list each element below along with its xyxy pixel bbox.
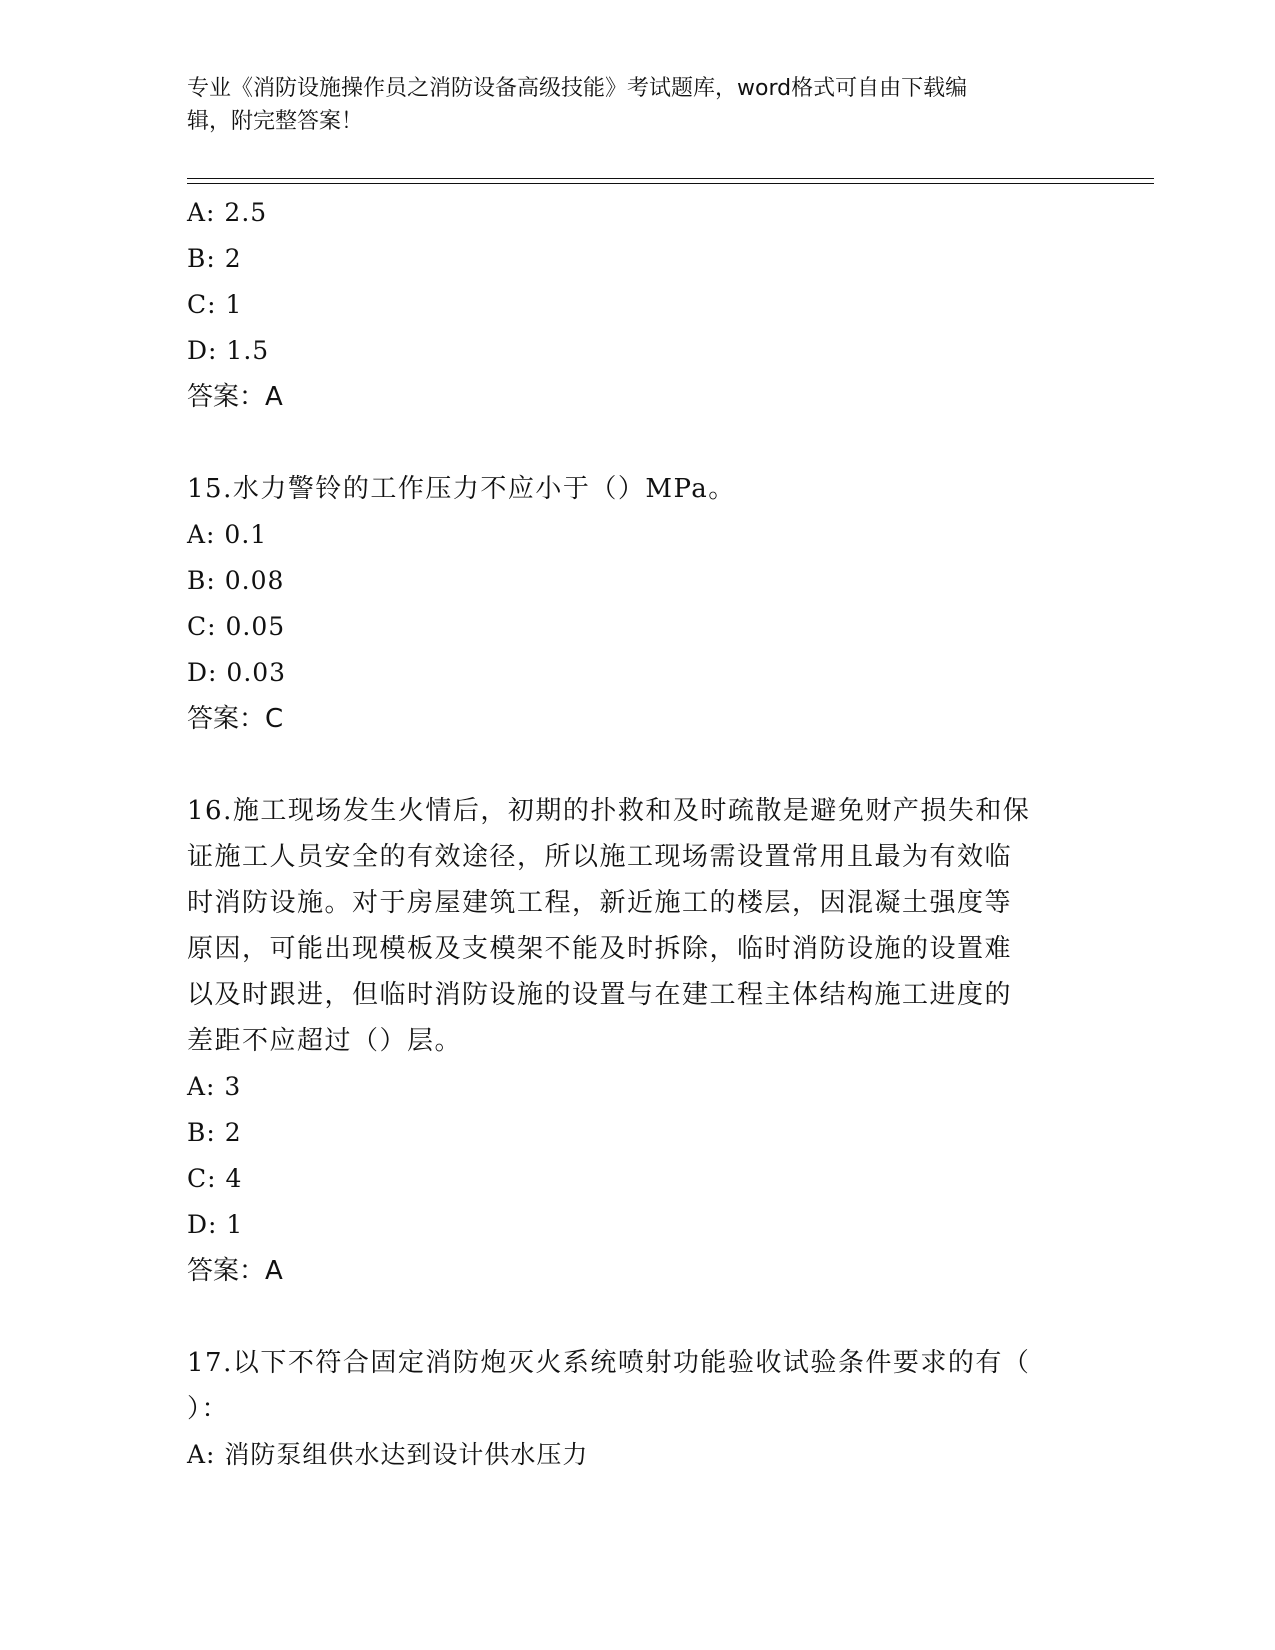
question-17 [187, 1340, 1087, 1478]
answer: 答案：A [187, 1256, 283, 1286]
option-d: D: 0.03 [187, 658, 287, 687]
spacer [187, 420, 1087, 466]
question-text-line: 时消防设施。对于房屋建筑工程，新近施工的楼层，因混凝土强度等 [187, 888, 1013, 918]
question-text-line: 原因，可能出现模板及支模架不能及时拆除，临时消防设施的设置难 [187, 934, 1013, 964]
option-c: C: 0.05 [187, 612, 286, 641]
option-a: A: 消防泵组供水达到设计供水压力 [187, 1440, 589, 1469]
document-header [187, 72, 1077, 138]
question-15 [187, 466, 1087, 742]
header-line-1: 专业《消防设施操作员之消防设备高级技能》考试题库，word格式可自由下载编 [187, 76, 968, 101]
question-text: 15.水力警铃的工作压力不应小于（）MPa。 [187, 474, 736, 504]
option-d: D: 1.5 [187, 336, 270, 365]
answer: 答案：A [187, 382, 283, 412]
question-text-line: ）： [187, 1394, 230, 1424]
header-divider-bottom [187, 183, 1154, 184]
option-a: A: 2.5 [187, 198, 268, 227]
header-line-2: 辑，附完整答案！ [187, 109, 364, 134]
question-text-line: 16.施工现场发生火情后，初期的扑救和及时疏散是避免财产损失和保 [187, 796, 1031, 826]
question-text-line: 以及时跟进，但临时消防设施的设置与在建工程主体结构施工进度的 [187, 980, 1013, 1010]
option-b: B: 2 [187, 1118, 242, 1147]
option-c: C: 1 [187, 290, 243, 319]
spacer [187, 1294, 1087, 1340]
answer: 答案：C [187, 704, 284, 734]
option-a: A: 0.1 [187, 520, 268, 549]
question-16 [187, 788, 1087, 1294]
option-b: B: 2 [187, 244, 242, 273]
question-text-line: 差距不应超过（）层。 [187, 1026, 463, 1056]
option-a: A: 3 [187, 1072, 242, 1101]
option-c: C: 4 [187, 1164, 243, 1193]
spacer [187, 742, 1087, 788]
question-list [187, 190, 1087, 1478]
option-d: D: 1 [187, 1210, 244, 1239]
question-text-line: 证施工人员安全的有效途径，所以施工现场需设置常用且最为有效临 [187, 842, 1013, 872]
question-text-line: 17.以下不符合固定消防炮灭火系统喷射功能验收试验条件要求的有（ [187, 1348, 1031, 1378]
question-14 [187, 190, 1087, 420]
header-divider-top [187, 178, 1154, 179]
option-b: B: 0.08 [187, 566, 285, 595]
